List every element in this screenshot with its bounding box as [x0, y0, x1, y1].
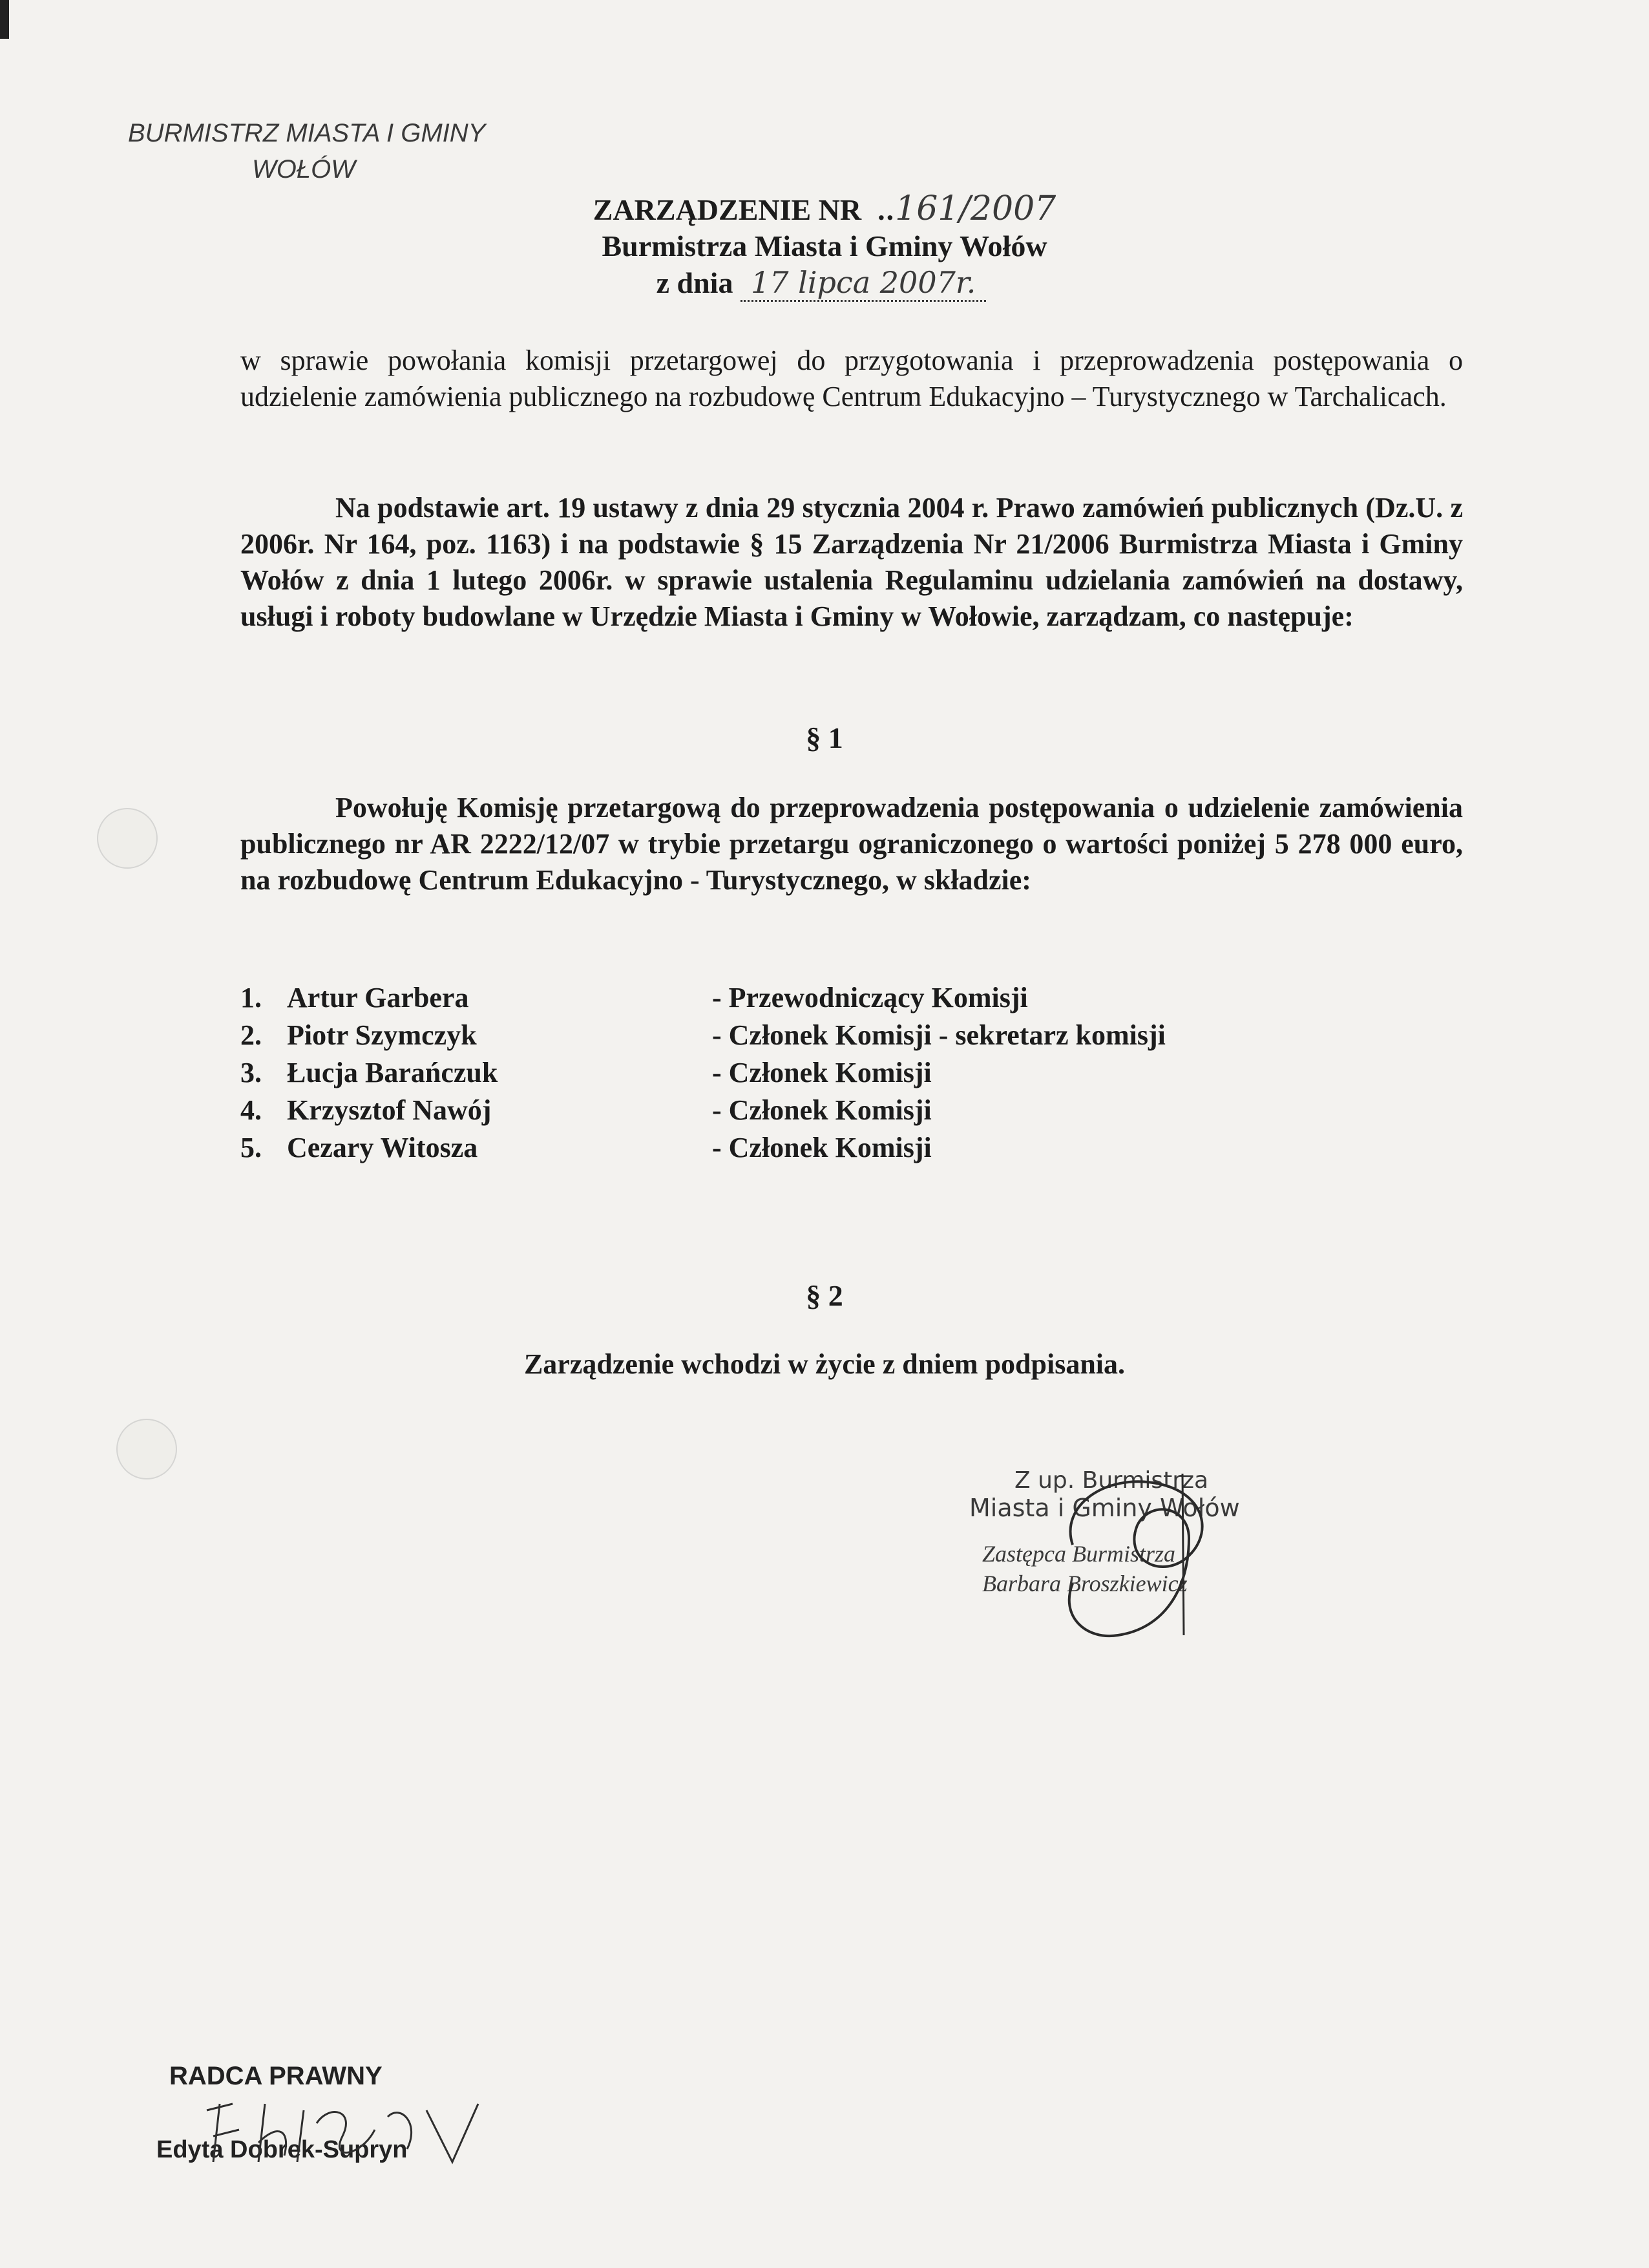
signature-line2: Miasta i Gminy Wołów — [969, 1494, 1240, 1522]
punch-hole-bottom — [116, 1419, 177, 1479]
legal-counsel-name: Edyta Dobrek-Supryn — [156, 2136, 408, 2163]
list-item — [240, 1092, 1166, 1129]
member-number: 4. — [240, 1094, 262, 1126]
date-prefix: z dnia — [656, 266, 733, 299]
signature-line3: Zastępca Burmistrza — [982, 1541, 1176, 1567]
punch-hole-top — [97, 808, 158, 869]
member-role: - Przewodniczący Komisji — [712, 982, 1028, 1013]
section1-text: Powołuję Komisję przetargową do przeprowadzenia postępowania o udzielenie zamówienia publicznego nr AR 2222/12/07 w trybie przetargu ograniczonego o wartości poniżej 5 278 000 euro, na rozbudowę Centrum Edukacyjno - Turystycznego, w składzie: — [240, 792, 1463, 896]
member-name: Łucja Barańczuk — [287, 1057, 498, 1088]
signature-line4: Barbara Broszkiewicz — [982, 1571, 1188, 1596]
member-number: 2. — [240, 1019, 262, 1051]
member-name: Cezary Witosza — [287, 1132, 478, 1163]
member-role: - Członek Komisji — [712, 1057, 932, 1088]
member-number: 3. — [240, 1057, 262, 1088]
title-line1: ZARZĄDZENIE NR ..161/2007 — [593, 189, 1056, 228]
section2-heading: § 2 — [806, 1279, 843, 1312]
legal-counsel-title: RADCA PRAWNY — [169, 2062, 383, 2090]
subject-paragraph: w sprawie powołania komisji przetargowej do przygotowania i przeprowadzenia postępowania o udzielenie zamówienia publicznego na rozbudowę Centrum Edukacyjno – Turystycznego w Tarchalicach. — [240, 344, 1463, 412]
signature-line1: Z up. Burmistrza — [1014, 1467, 1209, 1494]
member-name: Artur Garbera — [287, 982, 469, 1013]
order-number-handwritten: 161/2007 — [895, 189, 1056, 228]
title-line2: Burmistrza Miasta i Gminy Wołów — [602, 229, 1047, 262]
corner-mark — [0, 0, 9, 39]
title-prefix: ZARZĄDZENIE NR — [593, 193, 862, 226]
member-number: 1. — [240, 982, 262, 1013]
member-number: 5. — [240, 1132, 262, 1163]
committee-members-list — [240, 979, 1166, 1167]
list-item — [240, 1129, 1166, 1167]
handwritten-signature-mayor — [1034, 1448, 1292, 1655]
section1-heading: § 1 — [806, 721, 843, 754]
member-name: Piotr Szymczyk — [287, 1019, 477, 1051]
stamp-line1: BURMISTRZ MIASTA I GMINY — [128, 119, 486, 147]
list-item — [240, 1054, 1166, 1092]
list-item — [240, 1017, 1166, 1054]
member-role: - Członek Komisji - sekretarz komisji — [712, 1019, 1166, 1051]
document-title — [0, 191, 1649, 301]
title-line3 — [0, 264, 1649, 301]
date-handwritten: 17 lipca 2007r. — [740, 265, 986, 302]
member-role: - Członek Komisji — [712, 1132, 932, 1163]
issuer-stamp — [128, 115, 485, 187]
list-item — [240, 979, 1166, 1017]
legal-basis-paragraph: Na podstawie art. 19 ustawy z dnia 29 stycznia 2004 r. Prawo zamówień publicznych (Dz.U. z 2006r. Nr 164, poz. 1163) i na podstawie § 15 Zarządzenia Nr 21/2006 Burmistrza Miasta i Gminy Wołów z dnia 1 lutego 2006r. w sprawie ustalenia Regulaminu udzielania zamówień na dostawy, usługi i roboty budowlane w Urzędzie Miasta i Gminy w Wołowie, zarządzam, co następuje: — [240, 492, 1463, 632]
handwritten-signature-counsel — [194, 2091, 491, 2181]
member-role: - Członek Komisji — [712, 1094, 932, 1126]
stamp-line2: WOŁÓW — [252, 155, 355, 184]
member-name: Krzysztof Nawój — [287, 1094, 492, 1126]
section2-text: Zarządzenie wchodzi w życie z dniem podpisania. — [523, 1348, 1126, 1380]
